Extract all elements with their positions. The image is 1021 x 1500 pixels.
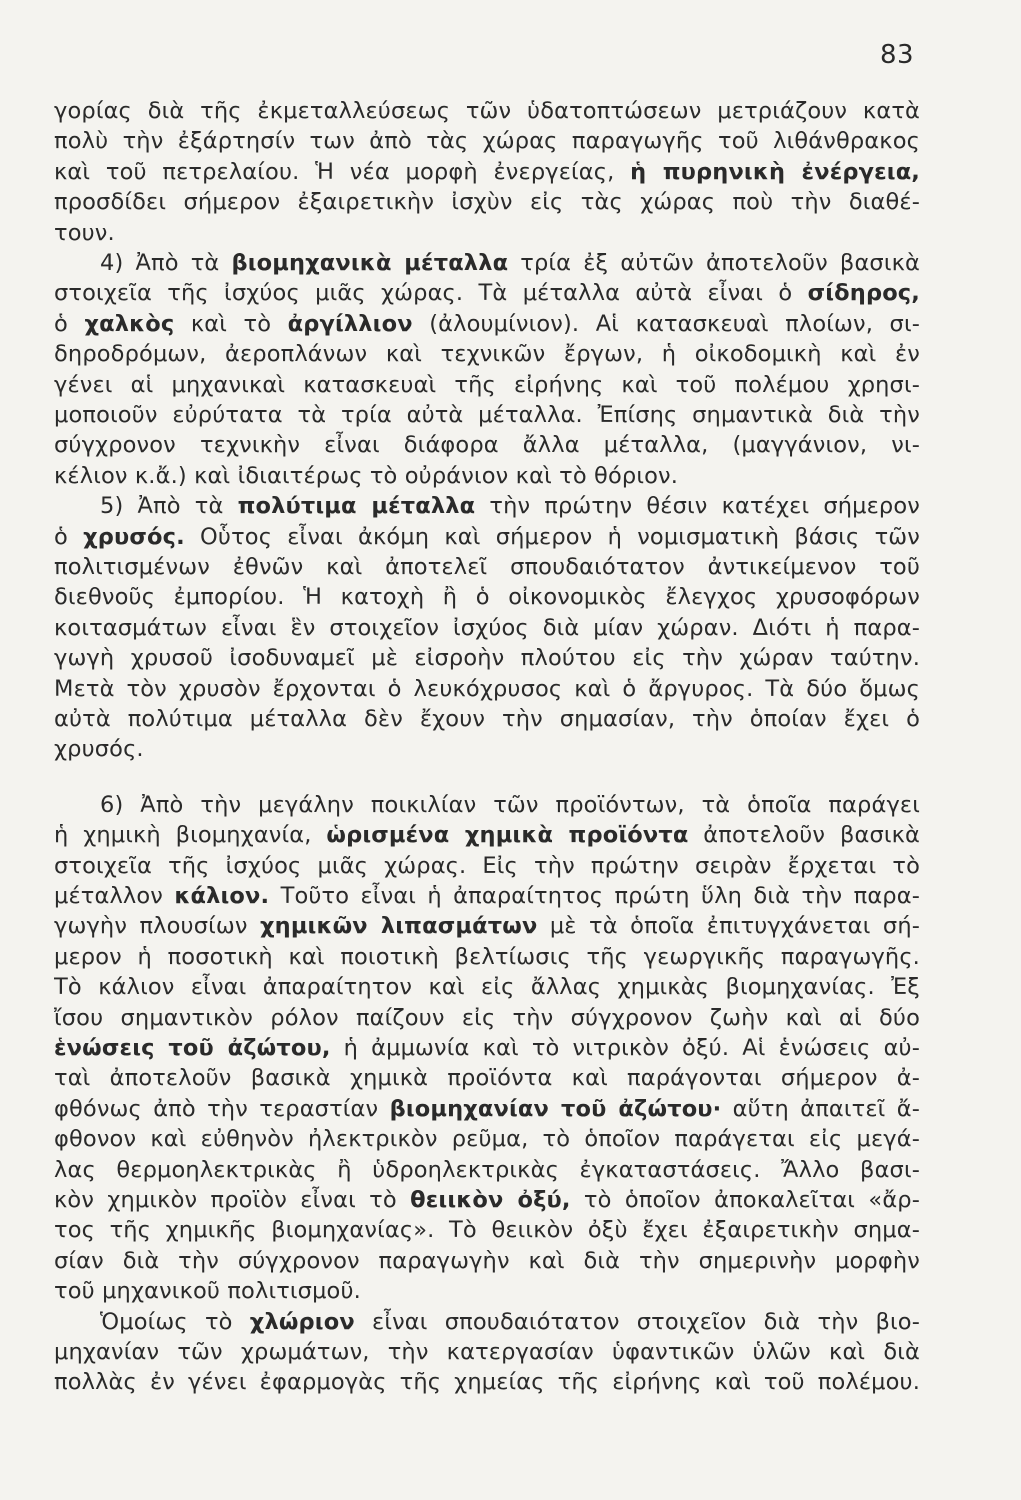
text-line (54, 942, 920, 972)
text-run: σίαν διὰ τὴν σύγχρονον παραγωγὴν καὶ διὰ τὴν σημερινὴν μορφὴν (54, 1247, 920, 1274)
text-line (54, 911, 920, 941)
text-run: καὶ τὸ (174, 310, 288, 337)
text-run: μὲ τὰ ὁποῖα ἐπιτυγχάνεται σή- (537, 913, 920, 940)
text-line (54, 1094, 920, 1124)
text-run: ἀποτελοῦν βασικὰ (688, 822, 920, 849)
text-line (54, 522, 920, 552)
text-run: γωγὴ χρυσοῦ ἰσοδυναμεῖ μὲ εἰσροὴν πλούτου εἰς τὴν χώραν ταύτην. (54, 645, 920, 672)
text-run: ἴσου σημαντικὸν ρόλον παίζουν εἰς τὴν σύγχρονον ζωὴν καὶ αἱ δύο (54, 1004, 920, 1031)
bold-term: πολύτιμα μέταλλα (237, 493, 476, 520)
text-line (54, 820, 920, 850)
text-run: κὸν χημικὸν προϊὸν εἶναι τὸ (54, 1187, 411, 1213)
text-run: Μετὰ τὸν χρυσὸν ἔρχονται ὁ λευκόχρυσος καὶ ὁ ἄργυρος. Τὰ δύο ὅμως (54, 675, 920, 702)
text-run: γένει αἱ μηχανικαὶ κατασκευαὶ τῆς εἰρήνης καὶ τοῦ πολέμου χρησι- (54, 371, 920, 398)
text-line (54, 126, 920, 156)
text-line (54, 461, 920, 491)
text-run: δηροδρόμων, ἀεροπλάνων καὶ τεχνικῶν ἔργων, ἡ οἰκοδομικὴ καὶ ἐν (54, 341, 920, 368)
text-run: τουν. (54, 219, 115, 246)
text-run: φθονον καὶ εὐθηνὸν ἠλεκτρικὸν ρεῦμα, τὸ ὁποῖον παράγεται εἰς μεγά- (54, 1126, 920, 1153)
text-line (54, 881, 920, 911)
text-line (54, 370, 920, 400)
text-line (100, 1307, 920, 1337)
text-run: αὐτὰ πολύτιμα μέταλλα δὲν ἔχουν τὴν σημασίαν, τὴν ὁποίαν ἔχει ὁ (54, 706, 920, 732)
text-run: πολιτισμένων ἐθνῶν καὶ ἀποτελεῖ σπουδαιότατον ἀντικείμενον τοῦ (54, 554, 920, 580)
text-run: τοῦ μηχανικοῦ πολιτισμοῦ. (54, 1278, 361, 1305)
text-line (54, 400, 920, 430)
text-run: στοιχεῖα τῆς ἰσχύος μιᾶς χώρας. Τὰ μέταλλα αὐτὰ εἶναι ὁ (54, 280, 808, 307)
text-run: Τὸ κάλιον εἶναι ἀπαραίτητον καὶ εἰς ἄλλας χημικὰς βιομηχανίας. Ἐξ (54, 974, 920, 1001)
text-line (54, 1003, 920, 1033)
text-run: ταὶ ἀποτελοῦν βασικὰ χημικὰ προϊόντα καὶ παράγονται σήμερον ἀ- (54, 1065, 920, 1092)
text-run: καὶ τοῦ πετρελαίου. Ἡ νέα μορφὴ ἐνεργείας, (54, 158, 631, 185)
text-line (54, 187, 920, 217)
text-line (54, 734, 920, 764)
text-line (54, 1246, 920, 1276)
text-run: πολλὰς ἐν γένει ἐφαρμογὰς τῆς χημείας τῆς εἰρήνης καὶ τοῦ πολέμου. (54, 1369, 920, 1396)
text-run: κοιτασμάτων εἶναι ἓν στοιχεῖον ἰσχύος διὰ μίαν χώραν. Διότι ἡ παρα- (54, 614, 920, 641)
text-line (54, 704, 920, 734)
text-line (54, 1124, 920, 1154)
bold-term: χαλκὸς (84, 310, 175, 337)
bold-term: θειικὸν ὀξύ, (410, 1187, 571, 1213)
page-number: 83 (880, 40, 915, 70)
text-run: τρία ἐξ αὐτῶν ἀποτελοῦν βασικὰ (508, 250, 920, 276)
text-run: εἶναι σπουδαιότατον στοιχεῖον διὰ τὴν βιο- (354, 1308, 920, 1335)
text-run: ἡ ἀμμωνία καὶ τὸ νιτρικὸν ὀξύ. Αἱ ἑνώσεις αὐ- (330, 1035, 920, 1061)
text-line (54, 218, 920, 248)
text-run: (ἀλουμίνιον). Αἱ κατασκευαὶ πλοίων, σι- (412, 310, 920, 337)
text-run: τὸ ὁποῖον ἀποκαλεῖται «ἄρ- (570, 1187, 920, 1213)
bold-term: κάλιον. (174, 883, 270, 909)
text-line (100, 790, 920, 820)
text-line (54, 1063, 920, 1093)
text-run: Τοῦτο εἶναι ἡ ἀπαραίτητος πρώτη ὕλη διὰ τὴν παρα- (269, 883, 920, 909)
text-line (100, 248, 920, 278)
bold-term: ἡ πυρηνικὴ ἐνέργεια, (630, 158, 920, 185)
text-line (54, 1337, 920, 1367)
text-line (54, 1215, 920, 1245)
text-run: γωγὴν πλουσίων (54, 913, 261, 940)
bold-term: ἀργίλλιον (287, 310, 413, 337)
text-run: λας θερμοηλεκτρικὰς ἢ ὑδροηλεκτρικὰς ἐγκαταστάσεις. Ἄλλο βασι- (54, 1156, 920, 1183)
text-run: μηχανίαν τῶν χρωμάτων, τὴν κατεργασίαν ὑφαντικῶν ὑλῶν καὶ διὰ (54, 1339, 920, 1365)
text-line (54, 582, 920, 612)
bold-term: χλώριον (249, 1308, 355, 1335)
text-line (54, 430, 920, 460)
text-line (54, 1367, 920, 1397)
text-run: αὕτη ἀπαιτεῖ ἄ- (721, 1095, 920, 1122)
text-line (54, 1276, 920, 1306)
bold-term: ἑνώσεις τοῦ ἀζώτου, (54, 1035, 331, 1061)
text-run: 5) Ἀπὸ τὰ (100, 493, 238, 520)
text-run: πολὺ τὴν ἐξάρτησίν των ἀπὸ τὰς χώρας παραγωγῆς τοῦ λιθάνθρακος (54, 128, 920, 155)
text-run: γορίας διὰ τῆς ἐκμεταλλεύσεως τῶν ὑδατοπτώσεων μετριάζουν κατὰ (54, 98, 920, 124)
text-run: Οὗτος εἶναι ἀκόμη καὶ σήμερον ἡ νομισματικὴ βάσις τῶν (184, 523, 920, 550)
text-run: προσδίδει σήμερον ἐξαιρετικὴν ἰσχὺν εἰς τὰς χώρας ποὺ τὴν διαθέ- (54, 189, 920, 216)
text-line (54, 96, 920, 126)
bold-term: σίδηρος, (807, 280, 920, 307)
text-run: Ὁμοίως τὸ (100, 1308, 250, 1335)
text-line (100, 491, 920, 521)
text-line (54, 309, 920, 339)
text-run: μοποιοῦν εὐρύτατα τὰ τρία αὐτὰ μέταλλα. Ἐπίσης σημαντικὰ διὰ τὴν (54, 402, 920, 428)
bold-term: βιομηχανικὰ μέταλλα (231, 250, 509, 276)
text-run: ὁ (54, 523, 84, 550)
text-run: χρυσός. (54, 736, 144, 763)
text-line (54, 552, 920, 582)
text-line (54, 643, 920, 673)
text-run: 6) Ἀπὸ τὴν μεγάλην ποικιλίαν τῶν προϊόντων, τὰ ὁποῖα παράγει (100, 791, 920, 818)
text-run: φθόνως ἀπὸ τὴν τεραστίαν (54, 1095, 390, 1122)
text-run: τὴν πρώτην θέσιν κατέχει σήμερον (475, 493, 920, 520)
bold-term: ὡρισμένα χημικὰ προϊόντα (326, 822, 689, 849)
text-run: στοιχεῖα τῆς ἰσχύος μιᾶς χώρας. Εἰς τὴν πρώτην σειρὰν ἔρχεται τὸ (54, 852, 920, 879)
text-run: μερον ἡ ποσοτικὴ καὶ ποιοτικὴ βελτίωσις τῆς γεωργικῆς παραγωγῆς. (54, 943, 920, 970)
text-line (54, 339, 920, 369)
bold-term: χρυσός. (83, 523, 185, 550)
text-run: ὁ (54, 310, 85, 337)
text-run: τος τῆς χημικῆς βιομηχανίας». Τὸ θειικὸν ὀξὺ ἔχει ἐξαιρετικὴν σημα- (54, 1217, 920, 1244)
text-run: 4) Ἀπὸ τὰ (100, 250, 232, 276)
bold-term: βιομηχανίαν τοῦ ἀζώτου· (389, 1095, 722, 1122)
text-run: διεθνοῦς ἐμπορίου. Ἡ κατοχὴ ἢ ὁ οἰκονομικὸς ἔλεγχος χρυσοφόρων (54, 584, 920, 611)
text-line (54, 157, 920, 187)
text-line (54, 613, 920, 643)
text-line (54, 1185, 920, 1215)
text-line (54, 278, 920, 308)
text-line (54, 674, 920, 704)
text-line (54, 972, 920, 1002)
text-run: ἡ χημικὴ βιομηχανία, (54, 822, 327, 849)
text-line (54, 1033, 920, 1063)
text-run: μέταλλον (54, 883, 175, 909)
text-run: κέλιον κ.ἄ.) καὶ ἰδιαιτέρως τὸ οὐράνιον καὶ τὸ θόριον. (54, 462, 679, 489)
text-run: σύγχρονον τεχνικὴν εἶναι διάφορα ἄλλα μέταλλα, (μαγγάνιον, νι- (54, 432, 920, 459)
text-line (54, 1155, 920, 1185)
bold-term: χημικῶν λιπασμάτων (260, 913, 538, 940)
text-line (54, 851, 920, 881)
